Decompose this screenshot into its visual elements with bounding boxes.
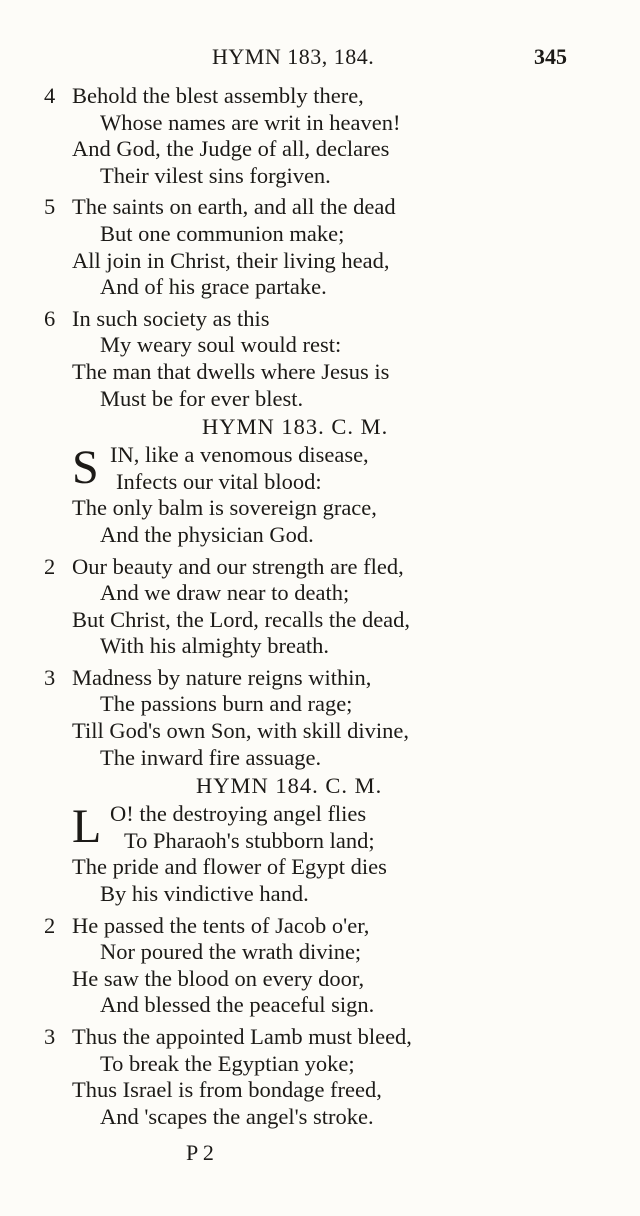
verse-line: The only balm is sovereign grace, (72, 495, 377, 521)
verse-line: To Pharaoh's stubborn land; (124, 827, 375, 853)
stanza (0, 665, 640, 771)
verse-line: O! the destroying angel flies (110, 801, 367, 827)
verse-line: Madness by nature reigns within, (72, 664, 372, 690)
verse-line: And of his grace partake. (100, 274, 327, 300)
verse-line: And God, the Judge of all, declares (72, 136, 390, 162)
verse-line: By his vindictive hand. (100, 881, 309, 907)
stanza-number: 5 (44, 194, 56, 220)
stanza-number: 2 (44, 553, 56, 579)
verse-line: And 'scapes the angel's stroke. (100, 1103, 374, 1129)
verse-line: All join in Christ, their living head, (72, 247, 390, 273)
verse-line: He passed the tents of Jacob o'er, (72, 912, 370, 938)
stanza-number: 4 (44, 83, 56, 108)
verse-line: Whose names are writ in heaven! (100, 109, 401, 135)
verse-line: With his almighty breath. (100, 633, 330, 659)
verse-line: Infects our vital blood: (116, 468, 322, 494)
page-footer (0, 1140, 640, 1170)
stanza (0, 442, 640, 548)
signature-mark: P 2 (186, 1140, 214, 1165)
verse-line: But one communion make; (100, 220, 345, 246)
verse-line: Must be for ever blest. (100, 385, 304, 411)
drop-cap: L (72, 800, 102, 854)
verse-line: The man that dwells where Jesus is (72, 358, 390, 384)
verse-line: And we draw near to death; (100, 580, 350, 606)
stanza (0, 801, 640, 907)
verse-line: The saints on earth, and all the dead (72, 194, 396, 220)
verse-line: To break the Egyptian yoke; (100, 1050, 355, 1076)
page-body (0, 83, 640, 1130)
verse-line: My weary soul would rest: (100, 332, 342, 358)
verse-line: And the physician God. (100, 521, 314, 547)
verse-line: But Christ, the Lord, recalls the dead, (72, 606, 411, 632)
drop-cap: S (72, 441, 99, 495)
verse-line: The pride and flower of Egypt dies (72, 854, 387, 880)
verse-line: The inward fire assuage. (100, 744, 322, 770)
verse-line: And blessed the peaceful sign. (100, 992, 375, 1018)
verse-line: In such society as this (72, 305, 270, 331)
verse-line: IN, like a venomous disease, (110, 442, 369, 468)
stanza (0, 194, 640, 300)
verse-line: The passions burn and rage; (100, 691, 353, 717)
stanza (0, 1024, 640, 1130)
stanza (0, 306, 640, 412)
verse-line: Thus the appointed Lamb must bleed, (72, 1024, 412, 1049)
stanza-number: 3 (44, 664, 56, 690)
verse-line: Their vilest sins forgiven. (100, 162, 331, 188)
stanza (0, 83, 640, 189)
stanza-number: 2 (44, 912, 56, 938)
running-head: HYMN 183, 184. (212, 44, 375, 69)
hymn-title: HYMN 184. C. M. (196, 773, 383, 799)
page-header (0, 44, 640, 76)
verse-line: Behold the blest assembly there, (72, 83, 364, 108)
stanza (0, 913, 640, 1019)
page-number: 345 (534, 44, 567, 69)
verse-line: Our beauty and our strength are fled, (72, 553, 404, 579)
verse-line: Nor poured the wrath divine; (100, 939, 362, 965)
hymn-title: HYMN 183. C. M. (202, 414, 389, 440)
verse-line: Till God's own Son, with skill divine, (72, 718, 410, 744)
stanza-number: 6 (44, 305, 56, 331)
stanza (0, 554, 640, 660)
stanza-number: 3 (44, 1024, 56, 1049)
verse-line: Thus Israel is from bondage freed, (72, 1077, 382, 1103)
verse-line: He saw the blood on every door, (72, 965, 365, 991)
